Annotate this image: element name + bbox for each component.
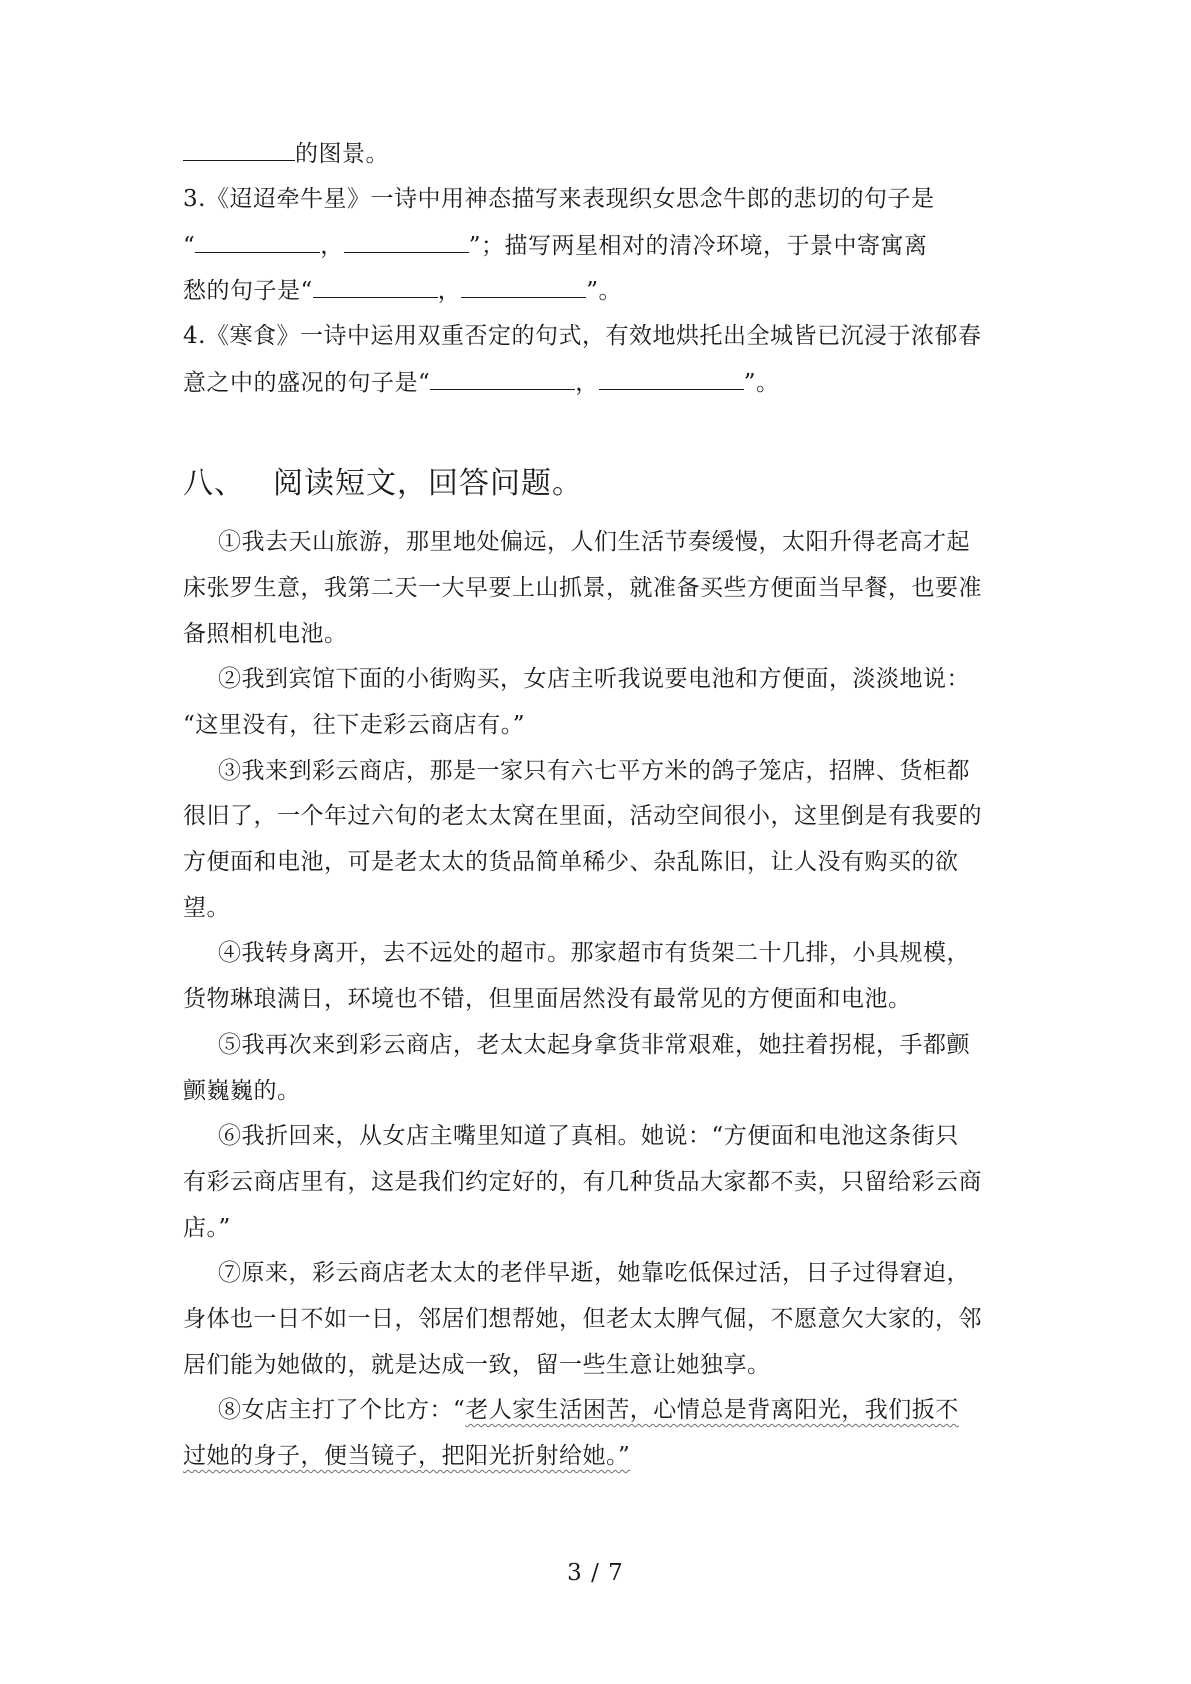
paragraph-8-line (183, 1441, 630, 1471)
intro-line (183, 138, 389, 169)
paragraph-7-line: ⑦原来，彩云商店老太太的老伴早逝，她靠吃低保过活，日子过得窘迫， (218, 1260, 970, 1286)
q3-line-1: 3.《迢迢牵牛星》一诗中用神态描写来表现织女思念牛郎的悲切的句子是 (183, 186, 935, 212)
paragraph-6-line: 店。” (183, 1215, 231, 1241)
paragraph-4-line: ④我转身离开，去不远处的超市。那家超市有货架二十几排，小具规模， (218, 940, 970, 966)
paragraph-7-line: 身体也一日不如一日，邻居们想帮她，但老太太脾气倔，不愿意欠大家的，邻 (183, 1306, 982, 1332)
paragraph-1-line: 床张罗生意，我第二天一大早要上山抓景，就准备买些方便面当早餐，也要准 (183, 575, 982, 601)
paragraph-5-line: 颤巍巍的。 (183, 1078, 301, 1104)
section-number: 八、 (183, 466, 245, 501)
q3-line-3: 愁的句子是“ ， ”。 (183, 275, 622, 306)
answer-blank (461, 275, 586, 298)
answer-blank (599, 367, 744, 390)
page-number: 3 / 7 (567, 1560, 624, 1586)
answer-blank (344, 230, 469, 253)
paragraph-8-line: ⑧女店主打了个比方：“老人家生活困苦，心情总是背离阳光，我们扳不 (218, 1397, 959, 1423)
paragraph-6-line: 有彩云商店里有，这是我们约定好的，有几种货品大家都不卖，只留给彩云商 (183, 1169, 982, 1195)
section-title: 阅读短文，回答问题。 (273, 466, 583, 501)
answer-blank (183, 138, 295, 161)
paragraph-1-line: ①我去天山旅游，那里地处偏远，人们生活节奏缓慢，太阳升得老高才起 (218, 529, 970, 555)
paragraph-4-line: 货物琳琅满日，环境也不错，但里面居然没有最常见的方便面和电池。 (183, 986, 912, 1012)
paragraph-6-line: ⑥我折回来，从女店主嘴里知道了真相。她说：“方便面和电池这条街只 (218, 1123, 959, 1149)
q4-line-2: 意之中的盛况的句子是“ ， ”。 (183, 367, 780, 398)
answer-blank (313, 275, 438, 298)
paragraph-2-line: ②我到宾馆下面的小街购买，女店主听我说要电池和方便面，淡淡地说： (218, 666, 970, 692)
answer-blank (195, 230, 320, 253)
wavy-underlined-text: 老人家生活困苦，心情总是背离阳光，我们扳不 (465, 1397, 959, 1423)
paragraph-3-line: ③我来到彩云商店，那是一家只有六七平方米的鸽子笼店，招牌、货柜都 (218, 758, 970, 784)
intro-text: 的图景。 (295, 141, 389, 167)
paragraph-2-line: “这里没有，往下走彩云商店有。” (183, 712, 526, 738)
paragraph-3-line: 望。 (183, 895, 230, 921)
section-heading (183, 464, 583, 504)
paragraph-1-line: 备照相机电池。 (183, 621, 348, 647)
paragraph-3-line: 方便面和电池，可是老太太的货品简单稀少、杂乱陈旧，让人没有购买的欲 (183, 849, 959, 875)
paragraph-7-line: 居们能为她做的，就是达成一致，留一些生意让她独享。 (183, 1352, 771, 1378)
q4-line-1: 4.《寒食》一诗中运用双重否定的句式，有效地烘托出全城皆已沉浸于浓郁春 (183, 323, 982, 349)
answer-blank (430, 367, 575, 390)
q3-line-2: “ ， ”；描写两星相对的清冷环境，于景中寄寓离 (183, 230, 928, 261)
wavy-underlined-text: 过她的身子，便当镜子，把阳光折射给她。” (183, 1443, 631, 1469)
paragraph-3-line: 很旧了，一个年过六旬的老太太窝在里面，活动空间很小，这里倒是有我要的 (183, 803, 982, 829)
paragraph-5-line: ⑤我再次来到彩云商店，老太太起身拿货非常艰难，她拄着拐棍，手都颤 (218, 1032, 970, 1058)
